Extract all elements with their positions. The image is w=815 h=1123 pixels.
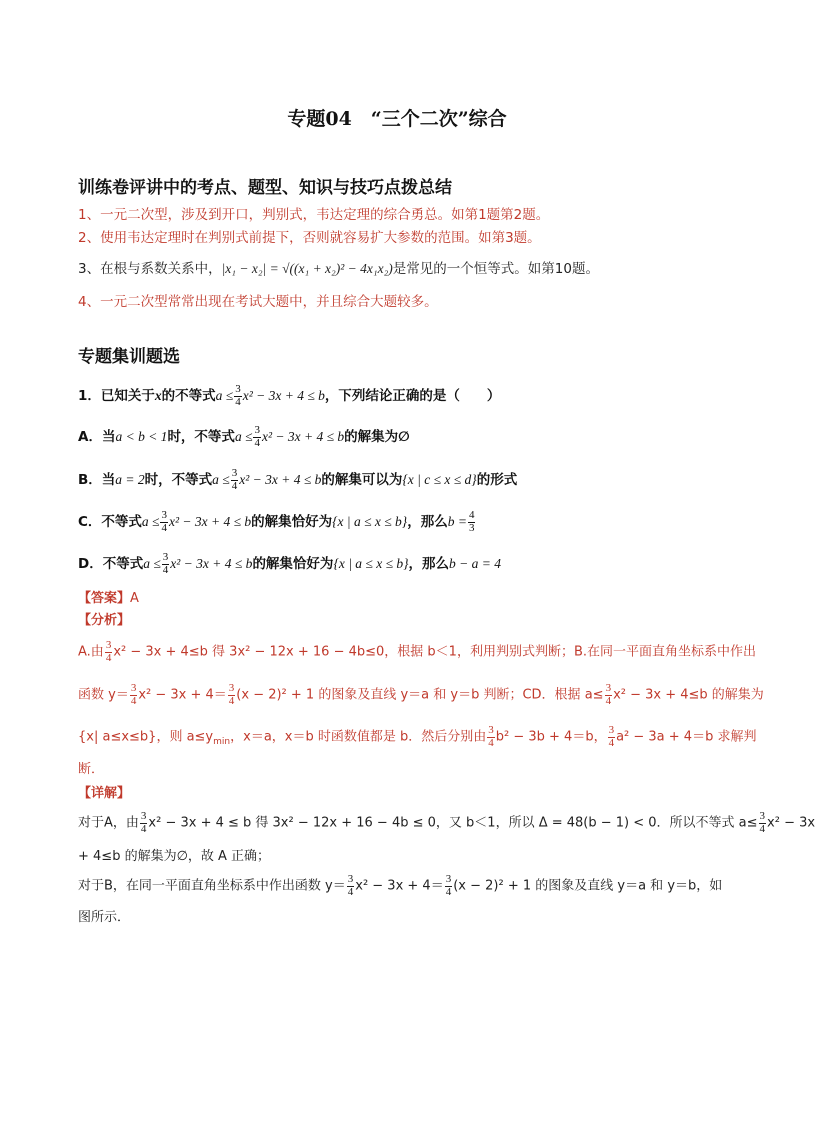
opt-c-fraction — [160, 510, 168, 534]
answer-line — [78, 587, 139, 606]
an3-fraction-2 — [608, 725, 616, 749]
section-heading-summary: 训练卷评讲中的考点、题型、知识与技巧点拨总结 — [78, 178, 452, 198]
opt-c-ineq-left: a ≤ — [141, 514, 160, 530]
an2-fraction-1 — [130, 683, 138, 707]
opt-a-ineq-right: x² − 3x + 4 ≤ b — [261, 429, 345, 445]
summary-item-3-label: 3、在根与系数关系中， — [78, 261, 222, 277]
opt-b-text-d: 的形式 — [476, 472, 518, 489]
frac-num: 3 — [161, 509, 167, 521]
root-identity-formula: |x₁ − x₂| = √((x₁ + x₂)² − 4x₁x₂) — [221, 261, 393, 276]
opt-b-cond: a = 2 — [115, 472, 145, 488]
frac-den: 4 — [130, 694, 137, 707]
frac-num: 3 — [235, 383, 241, 395]
an2-fraction-2 — [228, 683, 236, 707]
analysis-line-4: 断． — [78, 762, 105, 777]
frac-den: 4 — [347, 885, 354, 898]
opt-d-text-c: ，那么 — [408, 556, 449, 573]
q1-ineq-left: a ≤ — [215, 388, 234, 404]
detail-line-1 — [78, 811, 815, 835]
opt-d-text-a: D．不等式 — [78, 556, 144, 573]
opt-b-ineq-left: a ≤ — [212, 472, 230, 488]
frac-num: 4 — [468, 509, 475, 521]
an1-a: A.由 — [78, 644, 104, 660]
frac-den: 4 — [759, 822, 766, 835]
opt-a-cond: a < b < 1 — [115, 429, 168, 445]
frac-den: 4 — [254, 436, 260, 449]
detail-line-3 — [78, 874, 722, 898]
opt-d-fraction — [162, 552, 170, 576]
an2-c: (x − 2)² + 1 的图象及直线 y＝a 和 y＝b 判断；CD．根据 a≤ — [236, 687, 604, 703]
summary-item-3-tail: 是常见的一个恒等式。如第10题。 — [392, 261, 599, 277]
analysis-line-1 — [78, 640, 756, 664]
q1-ineq-right: x² − 3x + 4 ≤ b — [242, 388, 325, 404]
opt-d-ineq-right: x² − 3x + 4 ≤ b — [170, 556, 253, 572]
d3-b: x² − 3x + 4＝ — [355, 878, 444, 894]
detail-tag: 【详解】 — [78, 786, 131, 801]
an1-b: x² − 3x + 4≤b 得 3x² − 12x + 16 − 4b≤0，根据 b＜1，利用判别式判断；B.在同一平面直角坐标系中作出 — [113, 644, 756, 660]
section-heading-problems: 专题集训题选 — [78, 347, 180, 367]
question-1-stem — [78, 384, 500, 408]
opt-b-fraction — [231, 468, 239, 492]
frac-den: 4 — [488, 736, 494, 749]
frac-den: 4 — [608, 736, 615, 749]
opt-a-ineq-left: a ≤ — [234, 429, 253, 445]
an2-b: x² − 3x + 4＝ — [138, 687, 227, 703]
q1-text-c: ，下列结论正确的是（ ） — [324, 388, 501, 405]
an2-a: 函数 y＝ — [78, 687, 129, 703]
an1-fraction — [105, 640, 113, 664]
opt-a-text-a: A．当 — [78, 429, 116, 446]
analysis-line-3 — [78, 725, 756, 749]
d1-c: x² − 3x — [767, 815, 815, 831]
an3-b: ，x＝a，x＝b 时函数值都是 b．然后分别由 — [230, 729, 487, 745]
opt-d-ineq-left: a ≤ — [143, 556, 161, 572]
summary-item-3 — [78, 257, 599, 277]
opt-d-result: b − a = 4 — [449, 556, 501, 572]
frac-den: 4 — [605, 694, 612, 707]
option-c — [78, 510, 476, 534]
summary-item-4: 4、一元二次型常常出现在考试大题中，并且综合大题较多。 — [78, 294, 438, 310]
opt-d-text-b: 的解集恰好为 — [252, 556, 334, 573]
option-a — [78, 425, 410, 449]
opt-c-text-c: ，那么 — [407, 514, 448, 531]
d3-fraction-2 — [445, 874, 453, 898]
frac-num: 3 — [445, 873, 452, 885]
summary-item-1: 1、一元二次型，涉及到开口，判别式，韦达定理的综合勇总。如第1题第2题。 — [78, 207, 550, 223]
frac-num: 3 — [130, 682, 137, 694]
frac-num: 3 — [231, 467, 238, 479]
option-d — [78, 552, 501, 576]
opt-c-result-fraction — [468, 510, 476, 534]
summary-item-2: 2、使用韦达定理时在判别式前提下，否则就容易扩大参数的范围。如第3题。 — [78, 230, 541, 246]
an3-a: {x| a≤x≤b}，则 a≤y — [78, 729, 214, 745]
frac-den: 4 — [140, 822, 147, 835]
detail-line-2: + 4≤b 的解集为∅，故 A 正确； — [78, 849, 271, 864]
frac-num: 3 — [228, 682, 235, 694]
frac-num: 3 — [759, 810, 766, 822]
opt-a-fraction — [253, 425, 261, 449]
opt-b-ineq-right: x² − 3x + 4 ≤ b — [239, 472, 322, 488]
d3-c: (x − 2)² + 1 的图象及直线 y＝a 和 y＝b，如 — [453, 878, 723, 894]
frac-num: 3 — [162, 551, 169, 563]
detail-line-4: 图所示． — [78, 910, 131, 925]
frac-den: 4 — [445, 885, 452, 898]
frac-num: 3 — [254, 424, 260, 436]
option-b — [78, 468, 517, 492]
d1-b: x² − 3x + 4 ≤ b 得 3x² − 12x + 16 − 4b ≤ 0，又 b＜1，所以 Δ = 48(b − 1) < 0．所以不等式 a≤ — [148, 815, 758, 831]
opt-c-result: b = — [447, 514, 467, 530]
q1-var: x — [154, 388, 162, 404]
frac-den: 4 — [161, 521, 167, 534]
opt-c-text-b: 的解集恰好为 — [251, 514, 333, 531]
frac-den: 3 — [468, 521, 475, 534]
opt-c-ineq-right: x² − 3x + 4 ≤ b — [168, 514, 252, 530]
answer-value: A — [130, 591, 139, 606]
opt-a-text-b: 时，不等式 — [167, 429, 235, 446]
page-title: 专题04 “三个二次”综合 — [287, 108, 507, 130]
frac-den: 4 — [162, 563, 169, 576]
frac-den: 4 — [228, 694, 235, 707]
frac-num: 3 — [105, 639, 112, 651]
q1-text-a: 1．已知关于 — [78, 388, 155, 405]
q1-fraction — [234, 384, 242, 408]
frac-den: 4 — [105, 651, 112, 664]
answer-tag: 【答案】 — [78, 591, 131, 606]
d1-fraction-2 — [759, 811, 767, 835]
frac-den: 4 — [231, 479, 238, 492]
an3-d: a² − 3a + 4＝b 求解判 — [616, 729, 757, 745]
opt-b-set: {x | c ≤ x ≤ d} — [402, 472, 477, 488]
frac-num: 3 — [488, 724, 494, 736]
opt-d-set: {x | a ≤ x ≤ b} — [333, 556, 409, 572]
opt-b-text-a: B．当 — [78, 472, 116, 489]
analysis-tag: 【分析】 — [78, 613, 131, 628]
an3-c: b² − 3b + 4＝b， — [495, 729, 607, 745]
an2-d: x² − 3x + 4≤b 的解集为 — [613, 687, 764, 703]
opt-c-text-a: C．不等式 — [78, 514, 142, 531]
opt-b-text-c: 的解集可以为 — [321, 472, 403, 489]
d1-fraction-1 — [140, 811, 148, 835]
an2-fraction-3 — [605, 683, 613, 707]
analysis-line-2 — [78, 683, 764, 707]
an3-sub: min — [213, 737, 231, 748]
opt-b-text-b: 时，不等式 — [144, 472, 213, 489]
frac-num: 3 — [605, 682, 612, 694]
an3-fraction-1 — [487, 725, 495, 749]
q1-text-b: 的不等式 — [161, 388, 216, 405]
d3-a: 对于B，在同一平面直角坐标系中作出函数 y＝ — [78, 878, 346, 894]
opt-a-text-c: 的解集为∅ — [344, 429, 410, 446]
d3-fraction-1 — [347, 874, 355, 898]
frac-num: 3 — [347, 873, 354, 885]
frac-num: 3 — [608, 724, 615, 736]
d1-a: 对于A，由 — [78, 815, 139, 831]
frac-den: 4 — [235, 395, 241, 408]
frac-num: 3 — [140, 810, 147, 822]
opt-c-set: {x | a ≤ x ≤ b} — [332, 514, 408, 530]
